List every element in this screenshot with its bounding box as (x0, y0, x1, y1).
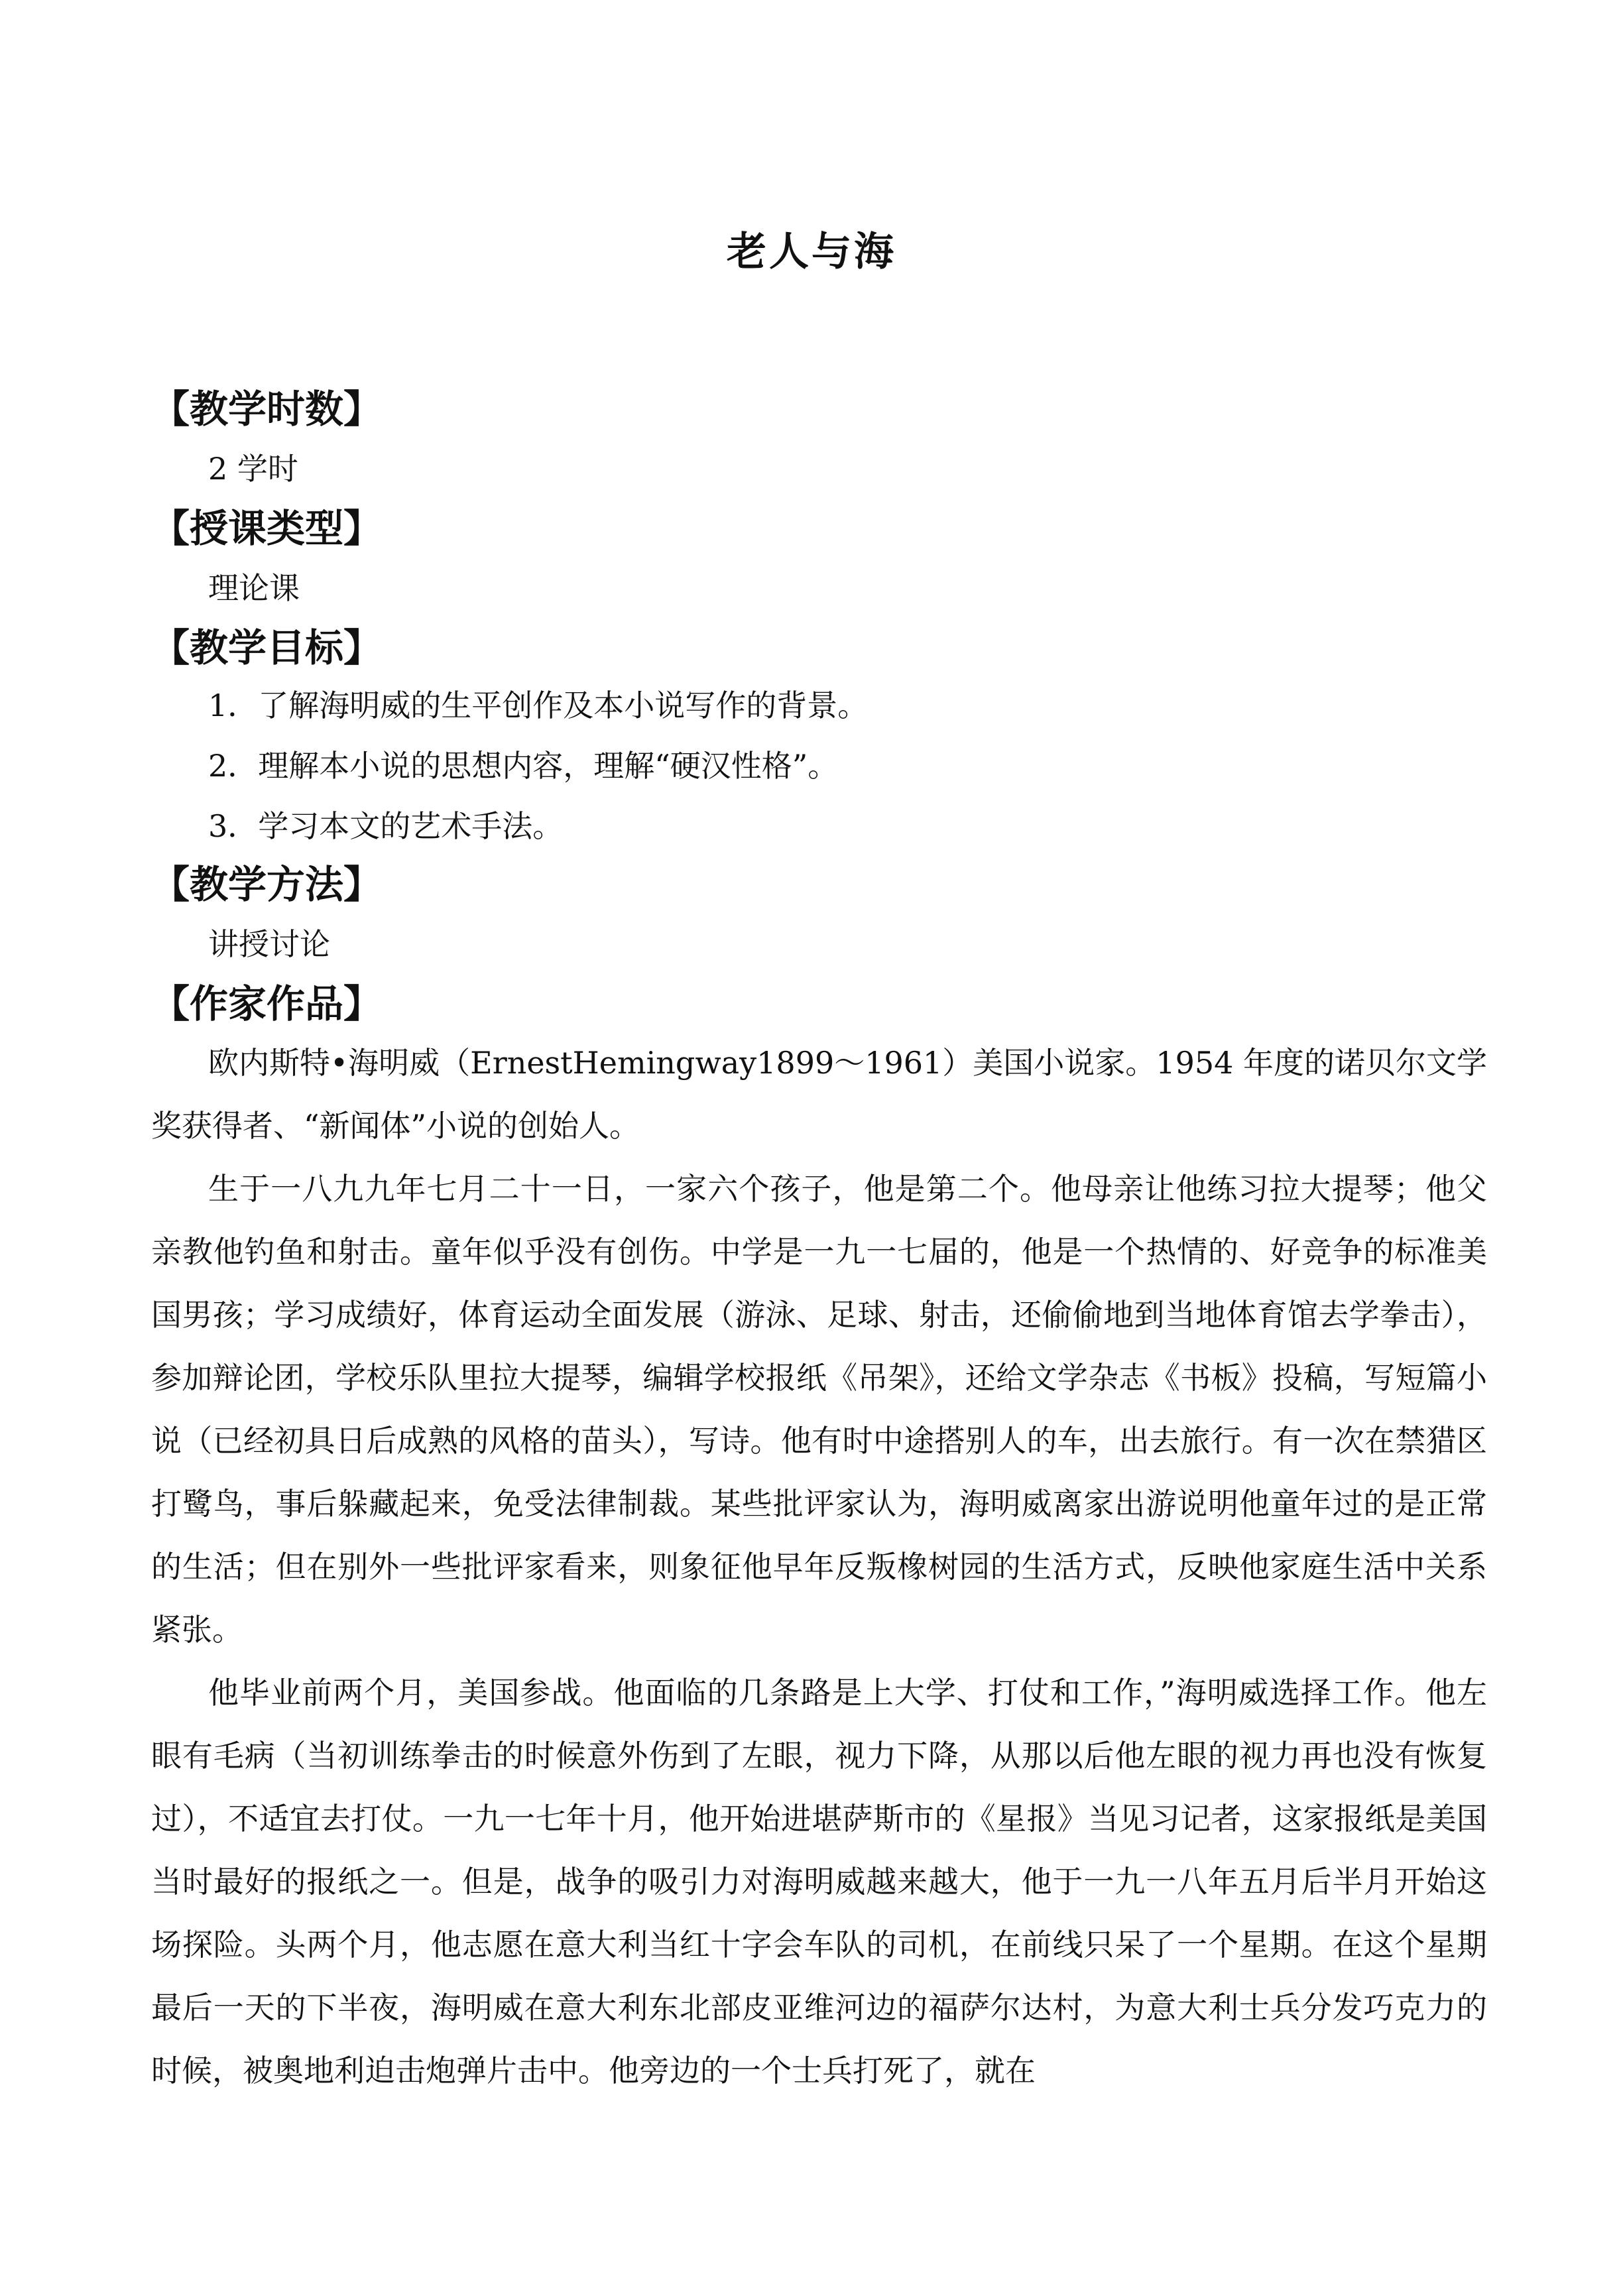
section-course-type (151, 501, 1487, 620)
document-body (151, 381, 1487, 2102)
section-heading: 【教学方法】 (151, 862, 383, 907)
goal-item: 3．学习本文的艺术手法。 (208, 808, 564, 844)
section-heading: 【作家作品】 (151, 981, 383, 1026)
section-line: 理论课 (208, 570, 300, 606)
section-author-works (151, 976, 1487, 2102)
section-teaching-hours (151, 381, 1487, 501)
section-heading: 【教学时数】 (151, 387, 383, 432)
section-teaching-method (151, 857, 1487, 976)
section-teaching-goals (151, 620, 1487, 857)
section-line: 讲授讨论 (208, 926, 330, 962)
body-paragraph: 欧内斯特•海明威（ErnestHemingway1899～1961）美国小说家。1954 年度的诺贝尔文学奖获得者、“新闻体”小说的创始人。 (151, 1045, 1487, 1144)
section-line: 2 学时 (208, 451, 298, 487)
goal-item: 1．了解海明威的生平创作及本小说写作的背景。 (208, 688, 869, 723)
goal-item: 2．理解本小说的思想内容，理解“硬汉性格”。 (208, 748, 839, 784)
section-heading: 【教学目标】 (151, 625, 383, 670)
document-title: 老人与海 (727, 229, 896, 276)
section-heading: 【授课类型】 (151, 506, 383, 551)
body-paragraph: 他毕业前两个月，美国参战。他面临的几条路是上大学、打仗和工作，”海明威选择工作。他左眼有毛病（当初训练拳击的时候意外伤到了左眼，视力下降，从那以后他左眼的视力再也没有恢复过），不适宜去打仗。一九一七年十月，他开始进堪萨斯市的《星报》当见习记者，这家报纸是美国当时最好的报纸之一。但是，战争的吸引力对海明威越来越大，他于一九一八年五月后半月开始这场探险。头两个月，他志愿在意大利当红十字会车队的司机，在前线只呆了一个星期。在这个星期最后一天的下半夜，海明威在意大利东北部皮亚维河边的福萨尔达村，为意大利士兵分发巧克力的时候，被奥地利迫击炮弹片击中。他旁边的一个士兵打死了，就在 (151, 1675, 1487, 2088)
body-paragraph: 生于一八九九年七月二十一日，一家六个孩子，他是第二个。他母亲让他练习拉大提琴；他父亲教他钓鱼和射击。童年似乎没有创伤。中学是一九一七届的，他是一个热情的、好竞争的标准美国男孩；学习成绩好，体育运动全面发展（游泳、足球、射击，还偷偷地到当地体育馆去学拳击），参加辩论团，学校乐队里拉大提琴，编辑学校报纸《吊架》，还给文学杂志《书板》投稿，写短篇小说（已经初具日后成熟的风格的苗头），写诗。他有时中途搭别人的车，出去旅行。有一次在禁猎区打鹭鸟，事后躲藏起来，免受法律制裁。某些批评家认为，海明威离家出游说明他童年过的是正常的生活；但在别外一些批评家看来，则象征他早年反叛橡树园的生活方式，反映他家庭生活中关系紧张。 (151, 1171, 1487, 1648)
